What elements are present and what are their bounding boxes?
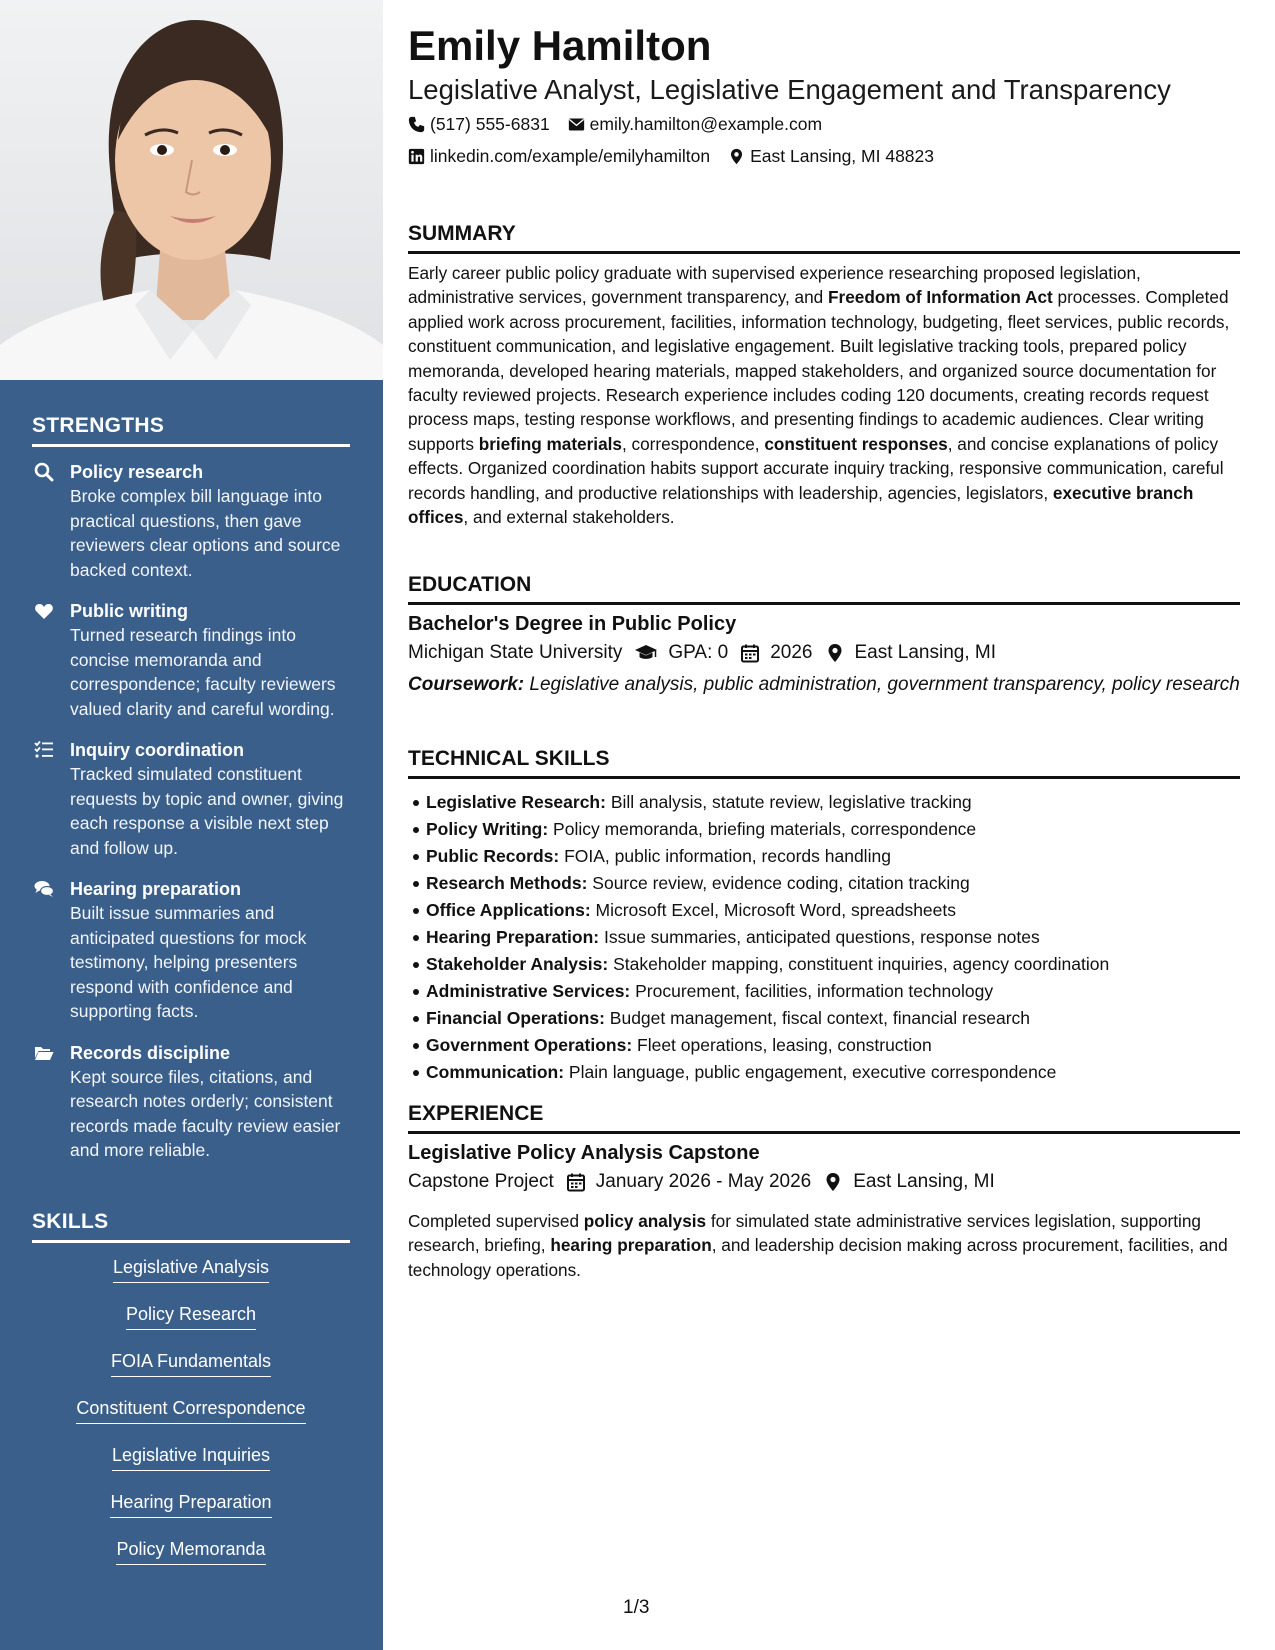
strength-description: Broke complex bill language into practical questions, then gave reviewers clear options and source backed context. xyxy=(70,486,341,580)
skill-value: Fleet operations, leasing, construction xyxy=(632,1035,932,1055)
skill-value: Policy memoranda, briefing materials, correspondence xyxy=(548,819,977,839)
strength-item xyxy=(32,877,350,1024)
experience-text-run: for simulated state administrative services legislation, supporting research, briefing, xyxy=(408,1211,1201,1256)
location-text: East Lansing, MI 48823 xyxy=(750,146,934,166)
skill-tag: Hearing Preparation xyxy=(110,1490,271,1518)
skill-value: Stakeholder mapping, constituent inquiries, agency coordination xyxy=(608,954,1110,974)
skill-tag: Policy Research xyxy=(126,1302,256,1330)
strength-description: Built issue summaries and anticipated questions for mock testimony, helping presenters respond with confidence and supporting facts. xyxy=(70,903,307,1021)
experience-description xyxy=(408,1209,1240,1282)
graduation-year: 2026 xyxy=(770,642,813,663)
heart-icon xyxy=(34,601,54,621)
skill-label: Stakeholder Analysis: xyxy=(426,954,609,974)
strength-description: Tracked simulated constituent requests by topic and owner, giving each response a visible next step and follow up. xyxy=(70,764,344,858)
strength-title: Records discipline xyxy=(70,1042,231,1063)
experience-text-run: , and leadership decision making across procurement, facilities, and technology operations. xyxy=(408,1235,1228,1280)
graduation-cap-icon xyxy=(634,643,658,663)
calendar-icon xyxy=(566,1172,586,1192)
school-location: East Lansing, MI xyxy=(854,642,997,663)
experience-text-run: Completed supervised xyxy=(408,1211,584,1231)
summary-emphasis: executive branch offices xyxy=(408,482,1194,528)
search-icon xyxy=(34,462,54,482)
linkedin-icon xyxy=(408,148,425,165)
summary-text-run: processes. Completed applied work across procurement, facilities, information technology, budgeting, fleet services, public records, constituent communication, and legislative engagement. Built legislative tracking tools, prepared policy memoranda, developed hearing materials, mapped stakeholders, and organized source documentation for faculty reviewed projects. Research experience includes coding 120 documents, creating records request process maps, testing response workflows, and presenting findings to academic audiences. Clear writing supports xyxy=(408,287,1230,454)
sidebar xyxy=(0,0,383,1650)
page-number: 1/3 xyxy=(623,1597,650,1618)
location xyxy=(728,146,934,167)
education-meta xyxy=(408,642,996,664)
phone-number: (517) 555-6831 xyxy=(430,114,550,134)
strength-item xyxy=(32,599,350,721)
degree: Bachelor's Degree in Public Policy xyxy=(408,613,737,635)
skill-label: Public Records: xyxy=(426,846,560,866)
experience-dates: January 2026 - May 2026 xyxy=(595,1171,812,1192)
skill-value: FOIA, public information, records handling xyxy=(559,846,891,866)
summary-text-run: , correspondence, xyxy=(621,433,765,454)
list-item xyxy=(426,951,1240,978)
portrait-illustration xyxy=(0,0,383,380)
comments-icon xyxy=(34,879,54,899)
contact-row-2 xyxy=(408,146,952,167)
strength-item xyxy=(32,460,350,582)
job-title: Legislative Analyst, Legislative Engagement and Transparency xyxy=(408,74,1171,105)
skill-tag: Legislative Analysis xyxy=(113,1255,269,1283)
strengths-heading: STRENGTHS xyxy=(32,414,350,447)
list-item xyxy=(426,816,1240,843)
skill-tag: Legislative Inquiries xyxy=(112,1443,270,1471)
summary-text xyxy=(408,261,1240,529)
coursework-text: Legislative analysis, public administration, government transparency, policy research xyxy=(524,674,1240,695)
skill-label: Research Methods: xyxy=(426,873,588,893)
skill-value: Budget management, fiscal context, financial research xyxy=(604,1008,1031,1028)
map-pin-icon xyxy=(823,1172,843,1192)
experience-heading: EXPERIENCE xyxy=(408,1102,1240,1134)
skill-value: Source review, evidence coding, citation tracking xyxy=(587,873,970,893)
skill-value: Bill analysis, statute review, legislative tracking xyxy=(605,792,972,812)
skill-tag: Policy Memoranda xyxy=(116,1537,265,1565)
email-address[interactable]: emily.hamilton@example.com xyxy=(589,114,823,134)
summary-text-run: , and external stakeholders. xyxy=(463,507,675,528)
school: Michigan State University xyxy=(408,642,623,663)
skill-value: Microsoft Excel, Microsoft Word, spreadsheets xyxy=(590,900,957,920)
skill-label: Legislative Research: xyxy=(426,792,606,812)
skill-label: Policy Writing: xyxy=(426,819,549,839)
strength-title: Policy research xyxy=(70,462,204,482)
list-item xyxy=(426,1005,1240,1032)
gpa: GPA: 0 xyxy=(668,642,729,663)
skills-list xyxy=(32,1255,350,1584)
list-item xyxy=(426,1032,1240,1059)
summary-emphasis: briefing materials xyxy=(478,433,622,454)
coursework-label: Coursework: xyxy=(408,674,525,695)
email[interactable] xyxy=(568,114,822,135)
summary-text-run: , and concise explanations of policy effects. Organized coordination habits support accurate inquiry tracking, responsive communication, careful records handling, and productive relationships with leadership, agencies, legislators, xyxy=(408,433,1224,503)
experience-emphasis: policy analysis xyxy=(583,1211,707,1231)
phone xyxy=(408,114,550,135)
skill-value: Procurement, facilities, information technology xyxy=(630,981,994,1001)
linkedin-url[interactable]: linkedin.com/example/emilyhamilton xyxy=(430,146,711,166)
technical-skills-list xyxy=(426,789,1240,1086)
summary-text-run: Early career public policy graduate with supervised experience researching proposed legislation, administrative services, government transparency, and xyxy=(408,263,1141,308)
checklist-icon xyxy=(34,740,54,760)
skill-label: Financial Operations: xyxy=(426,1008,605,1028)
calendar-icon xyxy=(740,643,760,663)
experience-org: Capstone Project xyxy=(408,1171,554,1192)
candidate-name: Emily Hamilton xyxy=(408,22,712,69)
list-item xyxy=(426,978,1240,1005)
skill-tag: FOIA Fundamentals xyxy=(111,1349,271,1377)
strength-description: Turned research findings into concise memoranda and correspondence; faculty reviewers valued clarity and careful wording. xyxy=(70,625,336,719)
summary-emphasis: Freedom of Information Act xyxy=(828,287,1053,308)
list-item xyxy=(426,870,1240,897)
linkedin[interactable] xyxy=(408,146,710,167)
experience-title: Legislative Policy Analysis Capstone xyxy=(408,1142,760,1164)
strength-title: Hearing preparation xyxy=(70,879,242,899)
map-pin-icon xyxy=(728,148,745,165)
phone-icon xyxy=(408,116,425,133)
skill-label: Administrative Services: xyxy=(426,981,631,1001)
list-item xyxy=(426,1059,1240,1086)
coursework xyxy=(408,673,1240,697)
contact-row-1 xyxy=(408,114,840,135)
list-item xyxy=(426,897,1240,924)
envelope-icon xyxy=(568,116,585,133)
skills-heading: SKILLS xyxy=(32,1210,350,1243)
list-item xyxy=(426,843,1240,870)
strength-item xyxy=(32,1041,350,1163)
list-item xyxy=(426,789,1240,816)
skill-value: Issue summaries, anticipated questions, response notes xyxy=(599,927,1040,947)
profile-photo xyxy=(0,0,383,380)
strength-title: Public writing xyxy=(70,601,189,621)
technical-skills-heading: TECHNICAL SKILLS xyxy=(408,747,1240,779)
strength-title: Inquiry coordination xyxy=(70,740,244,760)
skill-label: Government Operations: xyxy=(426,1035,633,1055)
strength-item xyxy=(32,738,350,860)
map-pin-icon xyxy=(825,643,845,663)
skill-value: Plain language, public engagement, executive correspondence xyxy=(564,1062,1057,1082)
skill-tag: Constituent Correspondence xyxy=(76,1396,305,1424)
skill-label: Office Applications: xyxy=(426,900,591,920)
experience-location: East Lansing, MI xyxy=(853,1171,995,1192)
experience-meta xyxy=(408,1171,995,1193)
education-heading: EDUCATION xyxy=(408,573,1240,605)
strengths-list xyxy=(32,460,350,1180)
list-item xyxy=(426,924,1240,951)
summary-emphasis: constituent responses xyxy=(764,433,948,454)
experience-emphasis: hearing preparation xyxy=(550,1235,712,1256)
skill-label: Communication: xyxy=(426,1062,565,1082)
skill-label: Hearing Preparation: xyxy=(426,927,600,947)
strength-description: Kept source files, citations, and research notes orderly; consistent records made faculty review easier and more reliable. xyxy=(70,1066,341,1160)
folder-open-icon xyxy=(34,1043,54,1063)
summary-heading: SUMMARY xyxy=(408,222,1240,254)
